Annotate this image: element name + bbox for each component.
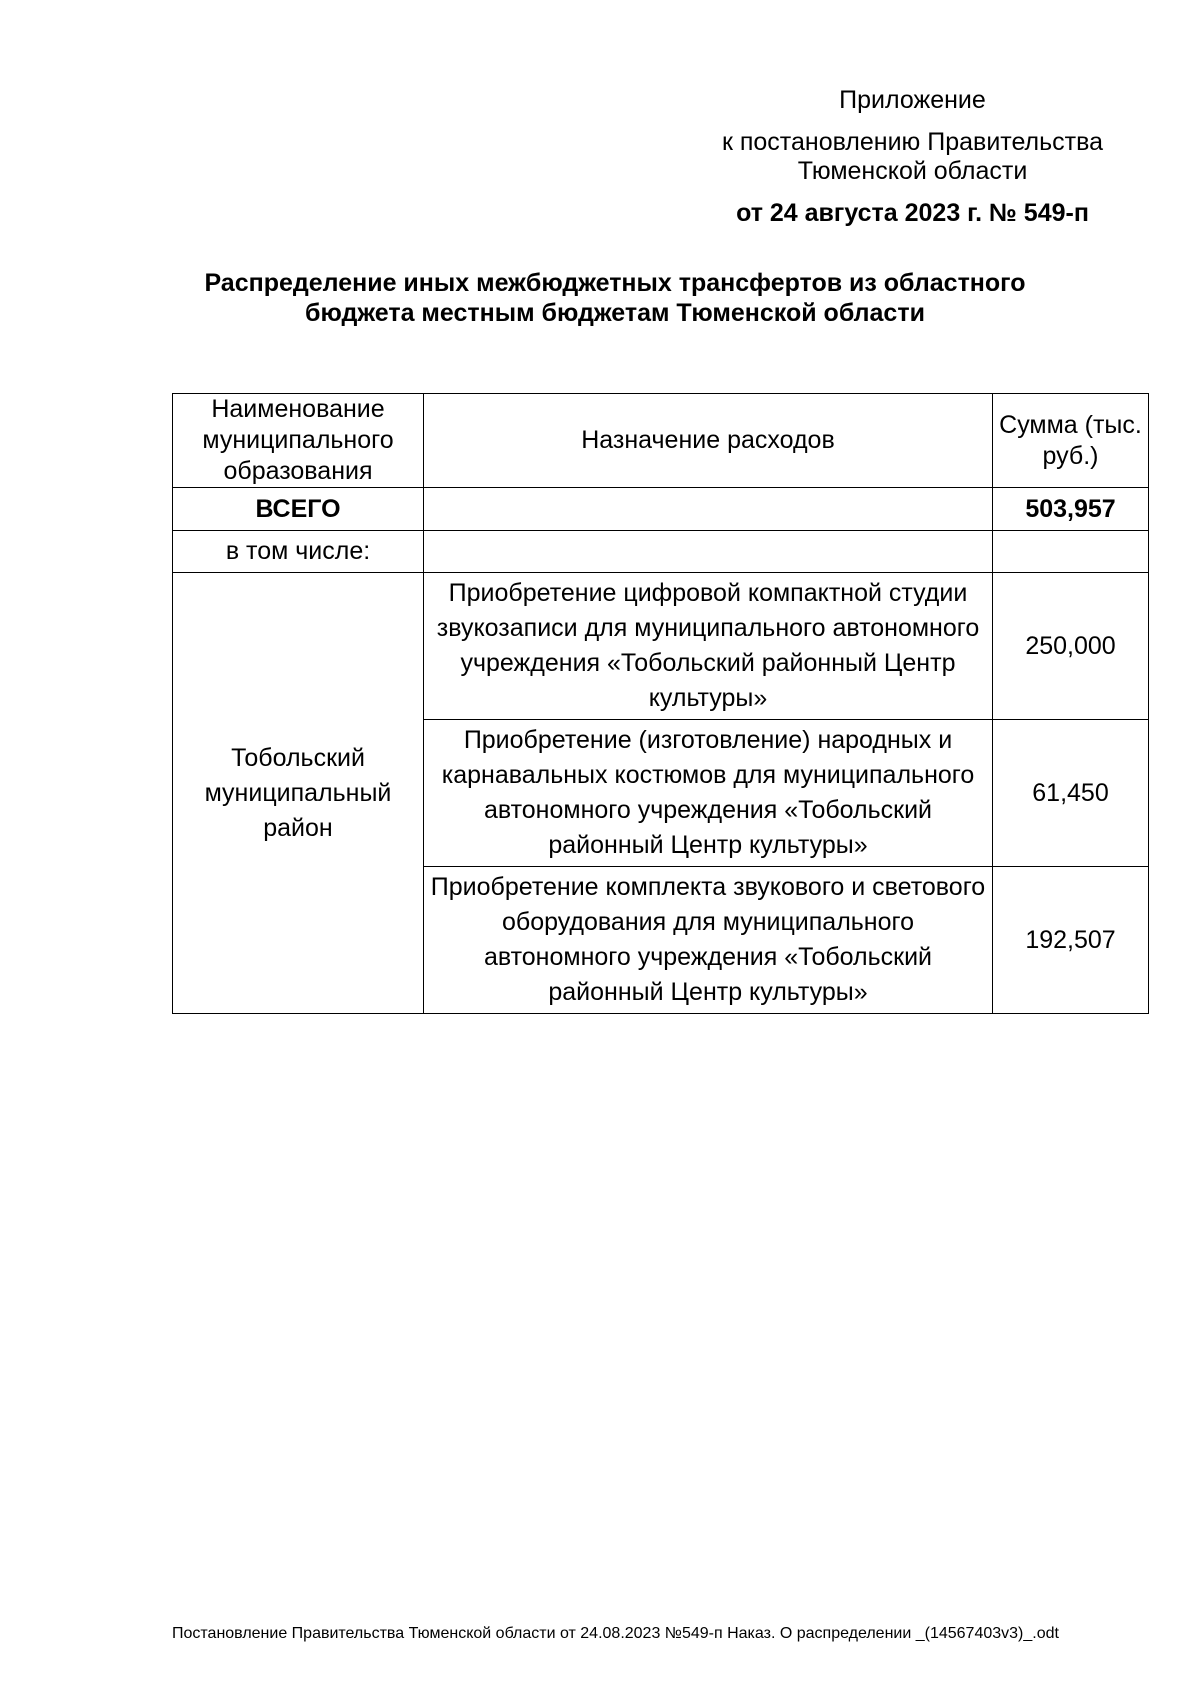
appendix-date-number: от 24 августа 2023 г. № 549-п xyxy=(736,199,1089,227)
total-amount: 503,957 xyxy=(993,488,1149,531)
document-title xyxy=(180,268,1050,328)
subtotal-label: в том числе: xyxy=(173,531,424,573)
subtotal-amount-empty xyxy=(993,531,1149,573)
document-title-line-1: Распределение иных межбюджетных трансфертов из областного xyxy=(204,269,1026,297)
item-amount: 192,507 xyxy=(993,867,1149,1014)
table-header-row xyxy=(173,394,1149,488)
subtotal-purpose-empty xyxy=(424,531,993,573)
total-label: ВСЕГО xyxy=(173,488,424,531)
item-amount: 250,000 xyxy=(993,573,1149,720)
item-purpose: Приобретение цифровой компактной студии звукозаписи для муниципального автономного учреждения «Тобольский районный Центр культуры» xyxy=(424,573,993,720)
appendix-reference: к постановлению Правительства Тюменской области xyxy=(721,128,1103,185)
table-row xyxy=(173,573,1149,720)
total-row xyxy=(173,488,1149,531)
header-amount: Сумма (тыс. руб.) xyxy=(993,394,1149,488)
municipality-name: Тобольский муниципальный район xyxy=(173,573,424,1014)
appendix-label: Приложение xyxy=(839,86,986,114)
document-title-line-2: бюджета местным бюджетам Тюменской области xyxy=(305,299,925,327)
item-purpose: Приобретение комплекта звукового и светового оборудования для муниципального автономного учреждения «Тобольский районный Центр культуры» xyxy=(424,867,993,1014)
page-footer: Постановление Правительства Тюменской области от 24.08.2023 №549-п Наказ. О распределении _(14567403v3)_.odt xyxy=(172,1625,1059,1642)
subtotal-row xyxy=(173,531,1149,573)
header-purpose: Назначение расходов xyxy=(424,394,993,488)
item-purpose: Приобретение (изготовление) народных и карнавальных костюмов для муниципального автономного учреждения «Тобольский районный Центр культуры» xyxy=(424,720,993,867)
item-amount: 61,450 xyxy=(993,720,1149,867)
total-purpose xyxy=(424,488,993,531)
transfers-table xyxy=(172,393,1149,1014)
header-municipality: Наименование муниципального образования xyxy=(173,394,424,488)
